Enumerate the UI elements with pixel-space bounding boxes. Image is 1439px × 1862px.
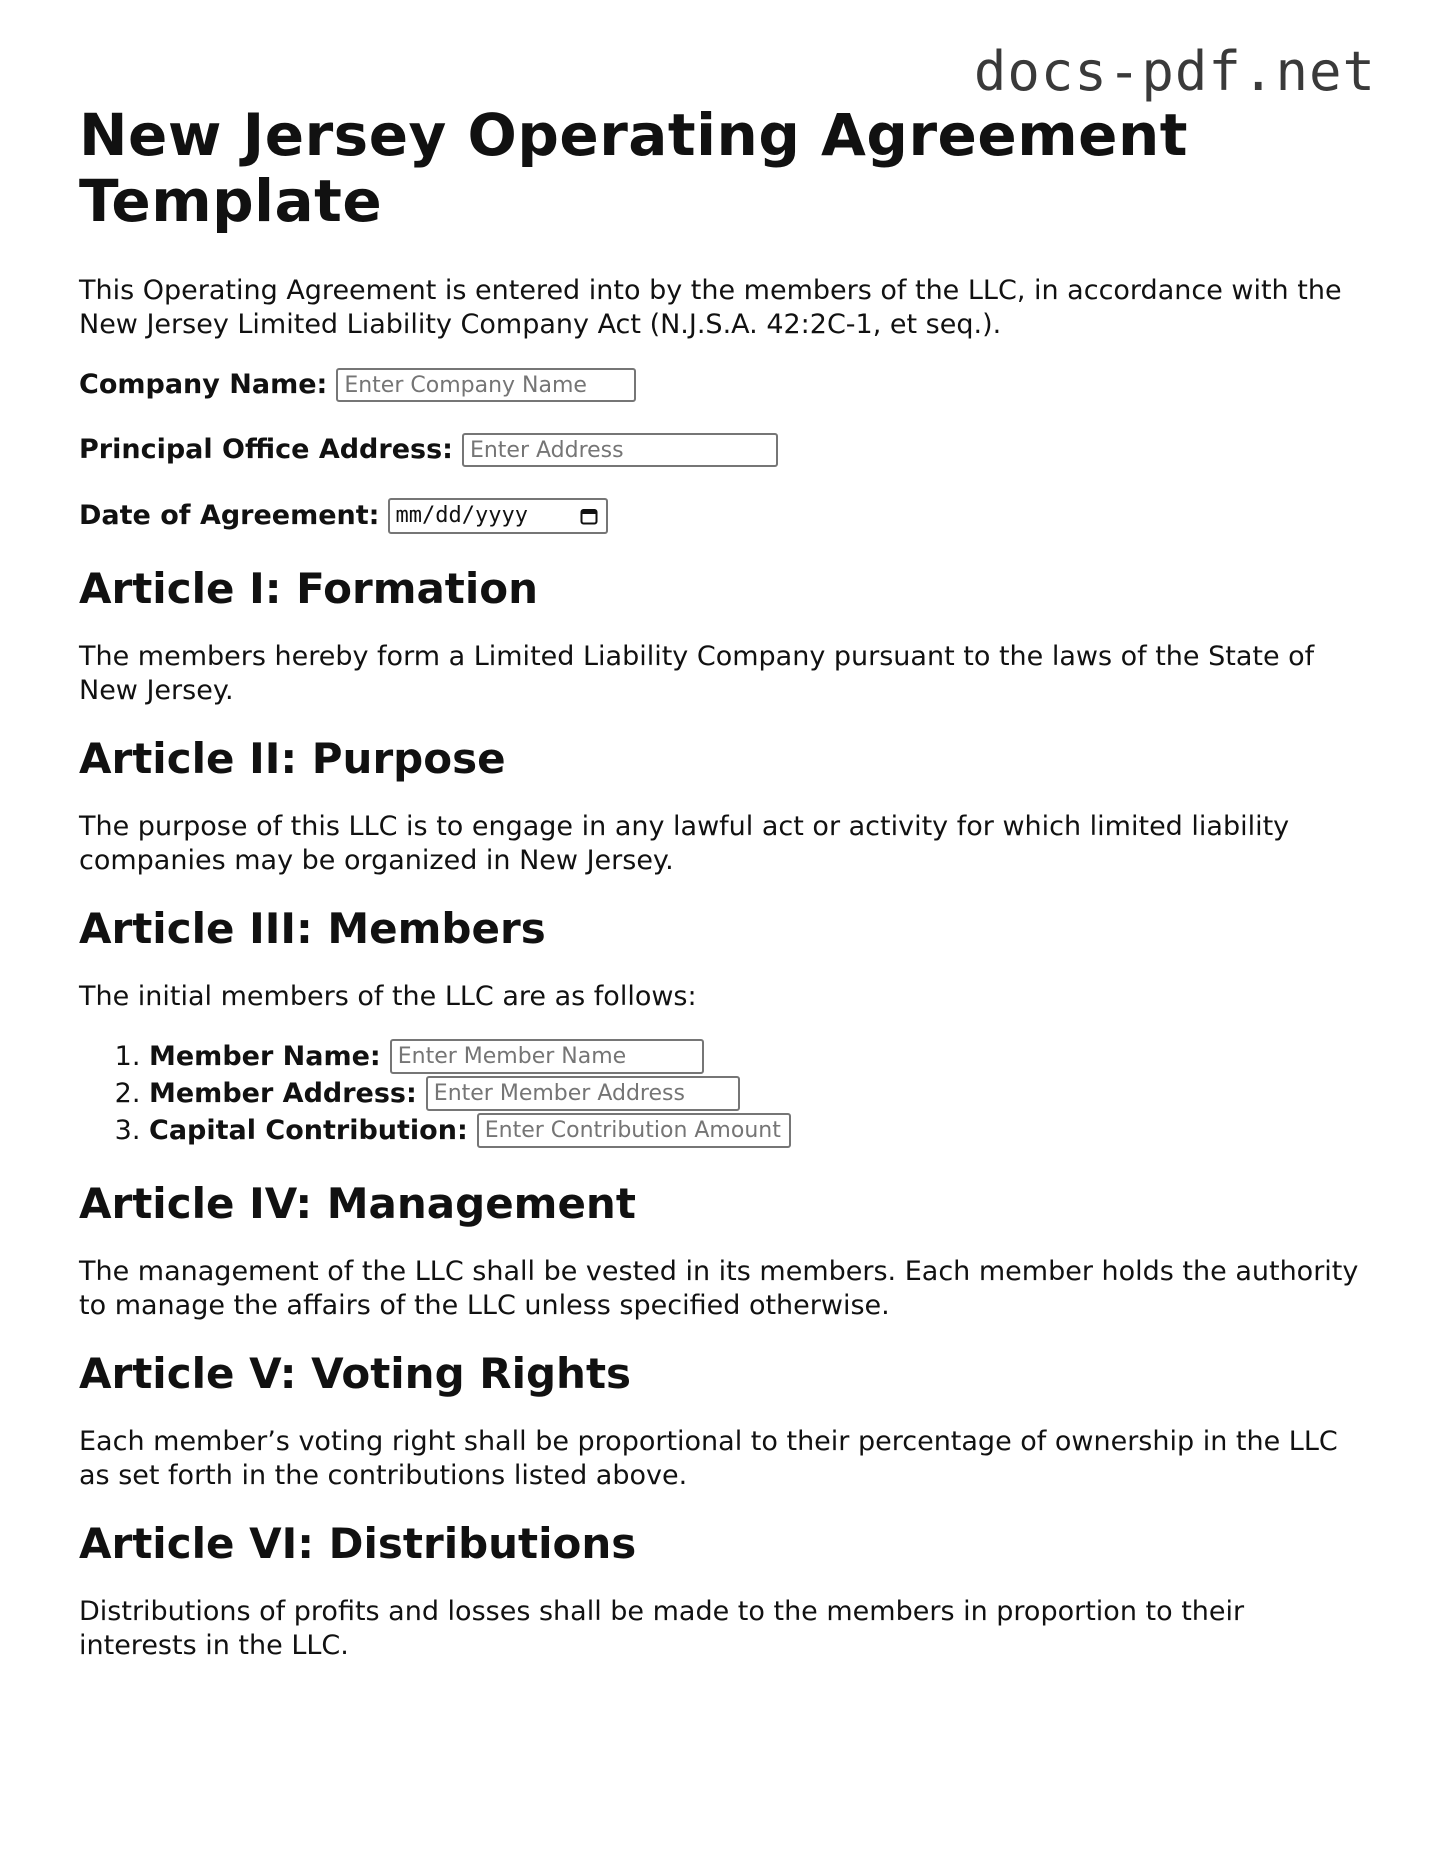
agreement-date-input[interactable] [388,498,608,534]
capital-contribution-input[interactable] [477,1113,791,1148]
article-4-heading: Article IV: Management [79,1179,636,1228]
article-4-text: The management of the LLC shall be vested in its members. Each member holds the authority to manage the affairs of the LLC unless specified otherwise. [79,1256,1359,1321]
article-2-heading: Article II: Purpose [79,734,506,783]
article-1-heading: Article I: Formation [79,564,539,613]
member-name-input[interactable] [390,1039,704,1074]
article-5-text: Each member’s voting right shall be proportional to their percentage of ownership in the LLC as set forth in the contributions listed above. [79,1426,1338,1491]
article-5-heading: Article V: Voting Rights [79,1349,632,1398]
article-3-text: The initial members of the LLC are as follows: [79,981,697,1012]
date-placeholder: mm/dd/yyyy [395,503,528,528]
member-name-label: 1. Member Name: [149,1041,381,1072]
document [79,102,1359,1689]
calendar-icon[interactable] [580,507,598,525]
article-6 [79,1519,1359,1663]
article-3-heading: Article III: Members [79,904,546,953]
office-address-label: Principal Office Address: [79,434,453,465]
watermark: docs-pdf.net [973,40,1376,103]
intro-paragraph: This Operating Agreement is entered into by the members of the LLC, in accordance with the New Jersey Limited Liability Company Act (N.J.S.A. 42:2C-1, et seq.). [79,275,1342,340]
article-1 [79,564,1359,708]
agreement-date-label: Date of Agreement: [79,500,380,531]
article-6-text: Distributions of profits and losses shall be made to the members in proportion to their interests in the LLC. [79,1596,1245,1661]
member-address-input[interactable] [426,1076,740,1111]
list-item [149,1075,1359,1112]
article-2 [79,734,1359,878]
article-5 [79,1349,1359,1493]
office-address-row [79,433,1359,467]
article-4 [79,1179,1359,1323]
agreement-date-row [79,498,1359,534]
capital-contribution-label: 3. Capital Contribution: [149,1115,468,1146]
company-name-label: Company Name: [79,369,328,400]
document-title: New Jersey Operating Agreement Template [79,101,1189,235]
list-item [149,1038,1359,1075]
list-item [149,1112,1359,1149]
office-address-input[interactable] [462,433,778,467]
company-name-input[interactable] [336,368,636,402]
company-name-row [79,368,1359,402]
article-1-text: The members hereby form a Limited Liability Company pursuant to the laws of the State of New Jersey. [79,641,1315,706]
article-6-heading: Article VI: Distributions [79,1519,637,1568]
member-list [79,1038,1359,1149]
member-address-label: 2. Member Address: [149,1078,417,1109]
article-3 [79,904,1359,1149]
article-2-text: The purpose of this LLC is to engage in any lawful act or activity for which limited liability companies may be organized in New Jersey. [79,811,1290,876]
